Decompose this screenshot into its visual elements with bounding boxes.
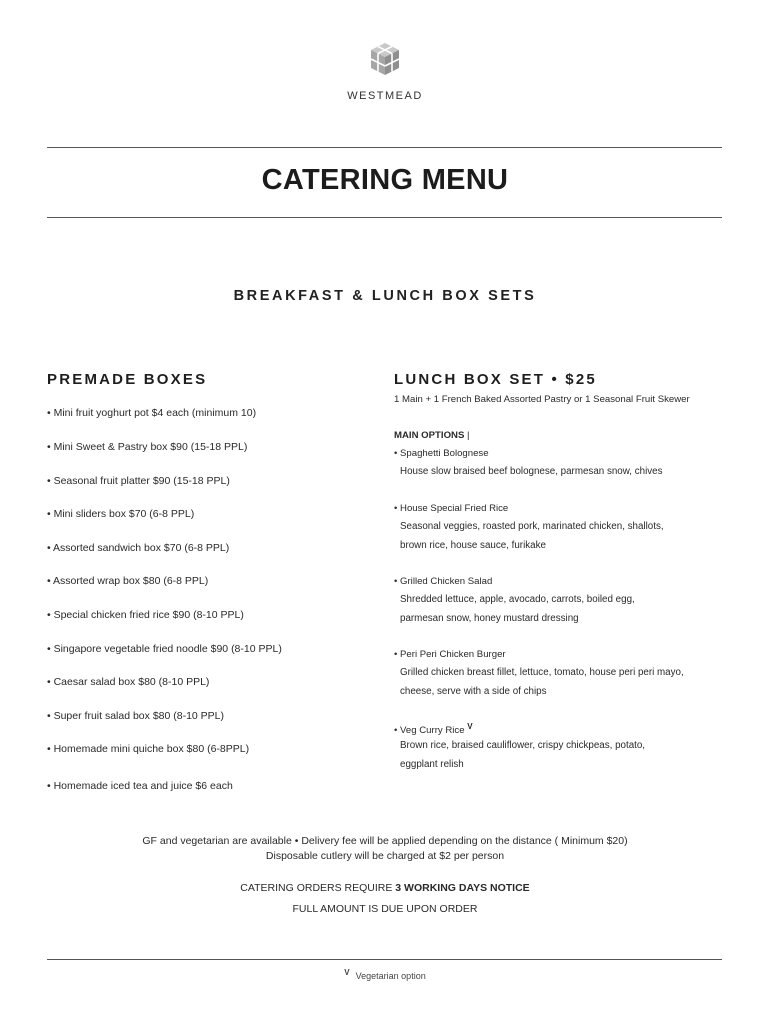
main-option-name: • Peri Peri Chicken Burger (394, 649, 506, 660)
header-top-divider (47, 147, 722, 148)
main-option-desc: parmesan snow, honey mustard dressing (400, 613, 579, 624)
premade-item: • Mini sliders box $70 (6-8 PPL) (47, 508, 195, 520)
header-bottom-divider (47, 217, 722, 218)
brand-name: WESTMEAD (347, 90, 423, 102)
main-option-desc: eggplant relish (400, 759, 464, 770)
main-option-veg (394, 722, 479, 736)
premade-item: • Special chicken fried rice $90 (8-10 PPL) (47, 609, 244, 621)
vegetarian-marker: V (344, 968, 350, 977)
page-title: CATERING MENU (261, 164, 509, 196)
main-option-desc: Grilled chicken breast fillet, lettuce, tomato, house peri peri mayo, (400, 667, 684, 678)
payment-note: FULL AMOUNT IS DUE UPON ORDER (292, 903, 478, 915)
premade-item: • Mini Sweet & Pastry box $90 (15-18 PPL) (47, 441, 248, 453)
orders-notice-prefix: CATERING ORDERS REQUIRE (240, 882, 396, 894)
main-option-name: • Spaghetti Bolognese (394, 448, 489, 459)
main-options-separator: | (464, 430, 470, 441)
premade-item: • Mini fruit yoghurt pot $4 each (minimum 10) (47, 407, 257, 419)
premade-item: • Super fruit salad box $80 (8-10 PPL) (47, 710, 225, 722)
premade-item: • Homemade iced tea and juice $6 each (47, 780, 233, 792)
cutlery-note: Disposable cutlery will be charged at $2 per person (265, 850, 505, 862)
premade-item: • Singapore vegetable fried noodle $90 (8-10 PPL) (47, 643, 282, 655)
premade-item: • Homemade mini quiche box $80 (6-8PPL) (47, 743, 250, 755)
orders-notice (0, 882, 770, 894)
main-option-name: • Grilled Chicken Salad (394, 576, 493, 587)
main-options-label-text: MAIN OPTIONS (394, 430, 465, 441)
vegetarian-legend-text: Vegetarian option (355, 971, 426, 981)
main-option-name: • Veg Curry Rice (394, 725, 465, 736)
main-option-desc: Seasonal veggies, roasted pork, marinated chicken, shallots, (400, 521, 664, 532)
availability-note: GF and vegetarian are available • Delivery fee will be applied depending on the distance ( Minimum $20) (142, 835, 628, 847)
main-option-desc: House slow braised beef bolognese, parmesan snow, chives (400, 466, 663, 477)
main-option-name: • House Special Fried Rice (394, 503, 509, 514)
orders-notice-bold: 3 WORKING DAYS NOTICE (395, 882, 530, 894)
premade-item: • Assorted sandwich box $70 (6-8 PPL) (47, 542, 230, 554)
main-option-desc: Shredded lettuce, apple, avocado, carrots, boiled egg, (400, 594, 635, 605)
footer-legend (0, 968, 770, 981)
main-option-desc: brown rice, house sauce, furikake (400, 540, 546, 551)
lunch-box-set-heading: LUNCH BOX SET • $25 (394, 371, 597, 388)
premade-item: • Seasonal fruit platter $90 (15-18 PPL) (47, 475, 230, 487)
premade-item: • Assorted wrap box $80 (6-8 PPL) (47, 575, 209, 587)
westmead-logo-icon (369, 42, 401, 76)
premade-boxes-heading: PREMADE BOXES (47, 371, 208, 388)
main-option-desc: cheese, serve with a side of chips (400, 686, 547, 697)
footer-divider (47, 959, 722, 960)
lunch-box-intro: 1 Main + 1 French Baked Assorted Pastry or 1 Seasonal Fruit Skewer (394, 394, 690, 405)
main-option-desc: Brown rice, braised cauliflower, crispy chickpeas, potato, (400, 740, 646, 751)
section-title: BREAKFAST & LUNCH BOX SETS (233, 288, 537, 304)
main-options-label (394, 430, 470, 441)
premade-item: • Caesar salad box $80 (8-10 PPL) (47, 676, 210, 688)
vegetarian-marker: V (467, 722, 473, 731)
